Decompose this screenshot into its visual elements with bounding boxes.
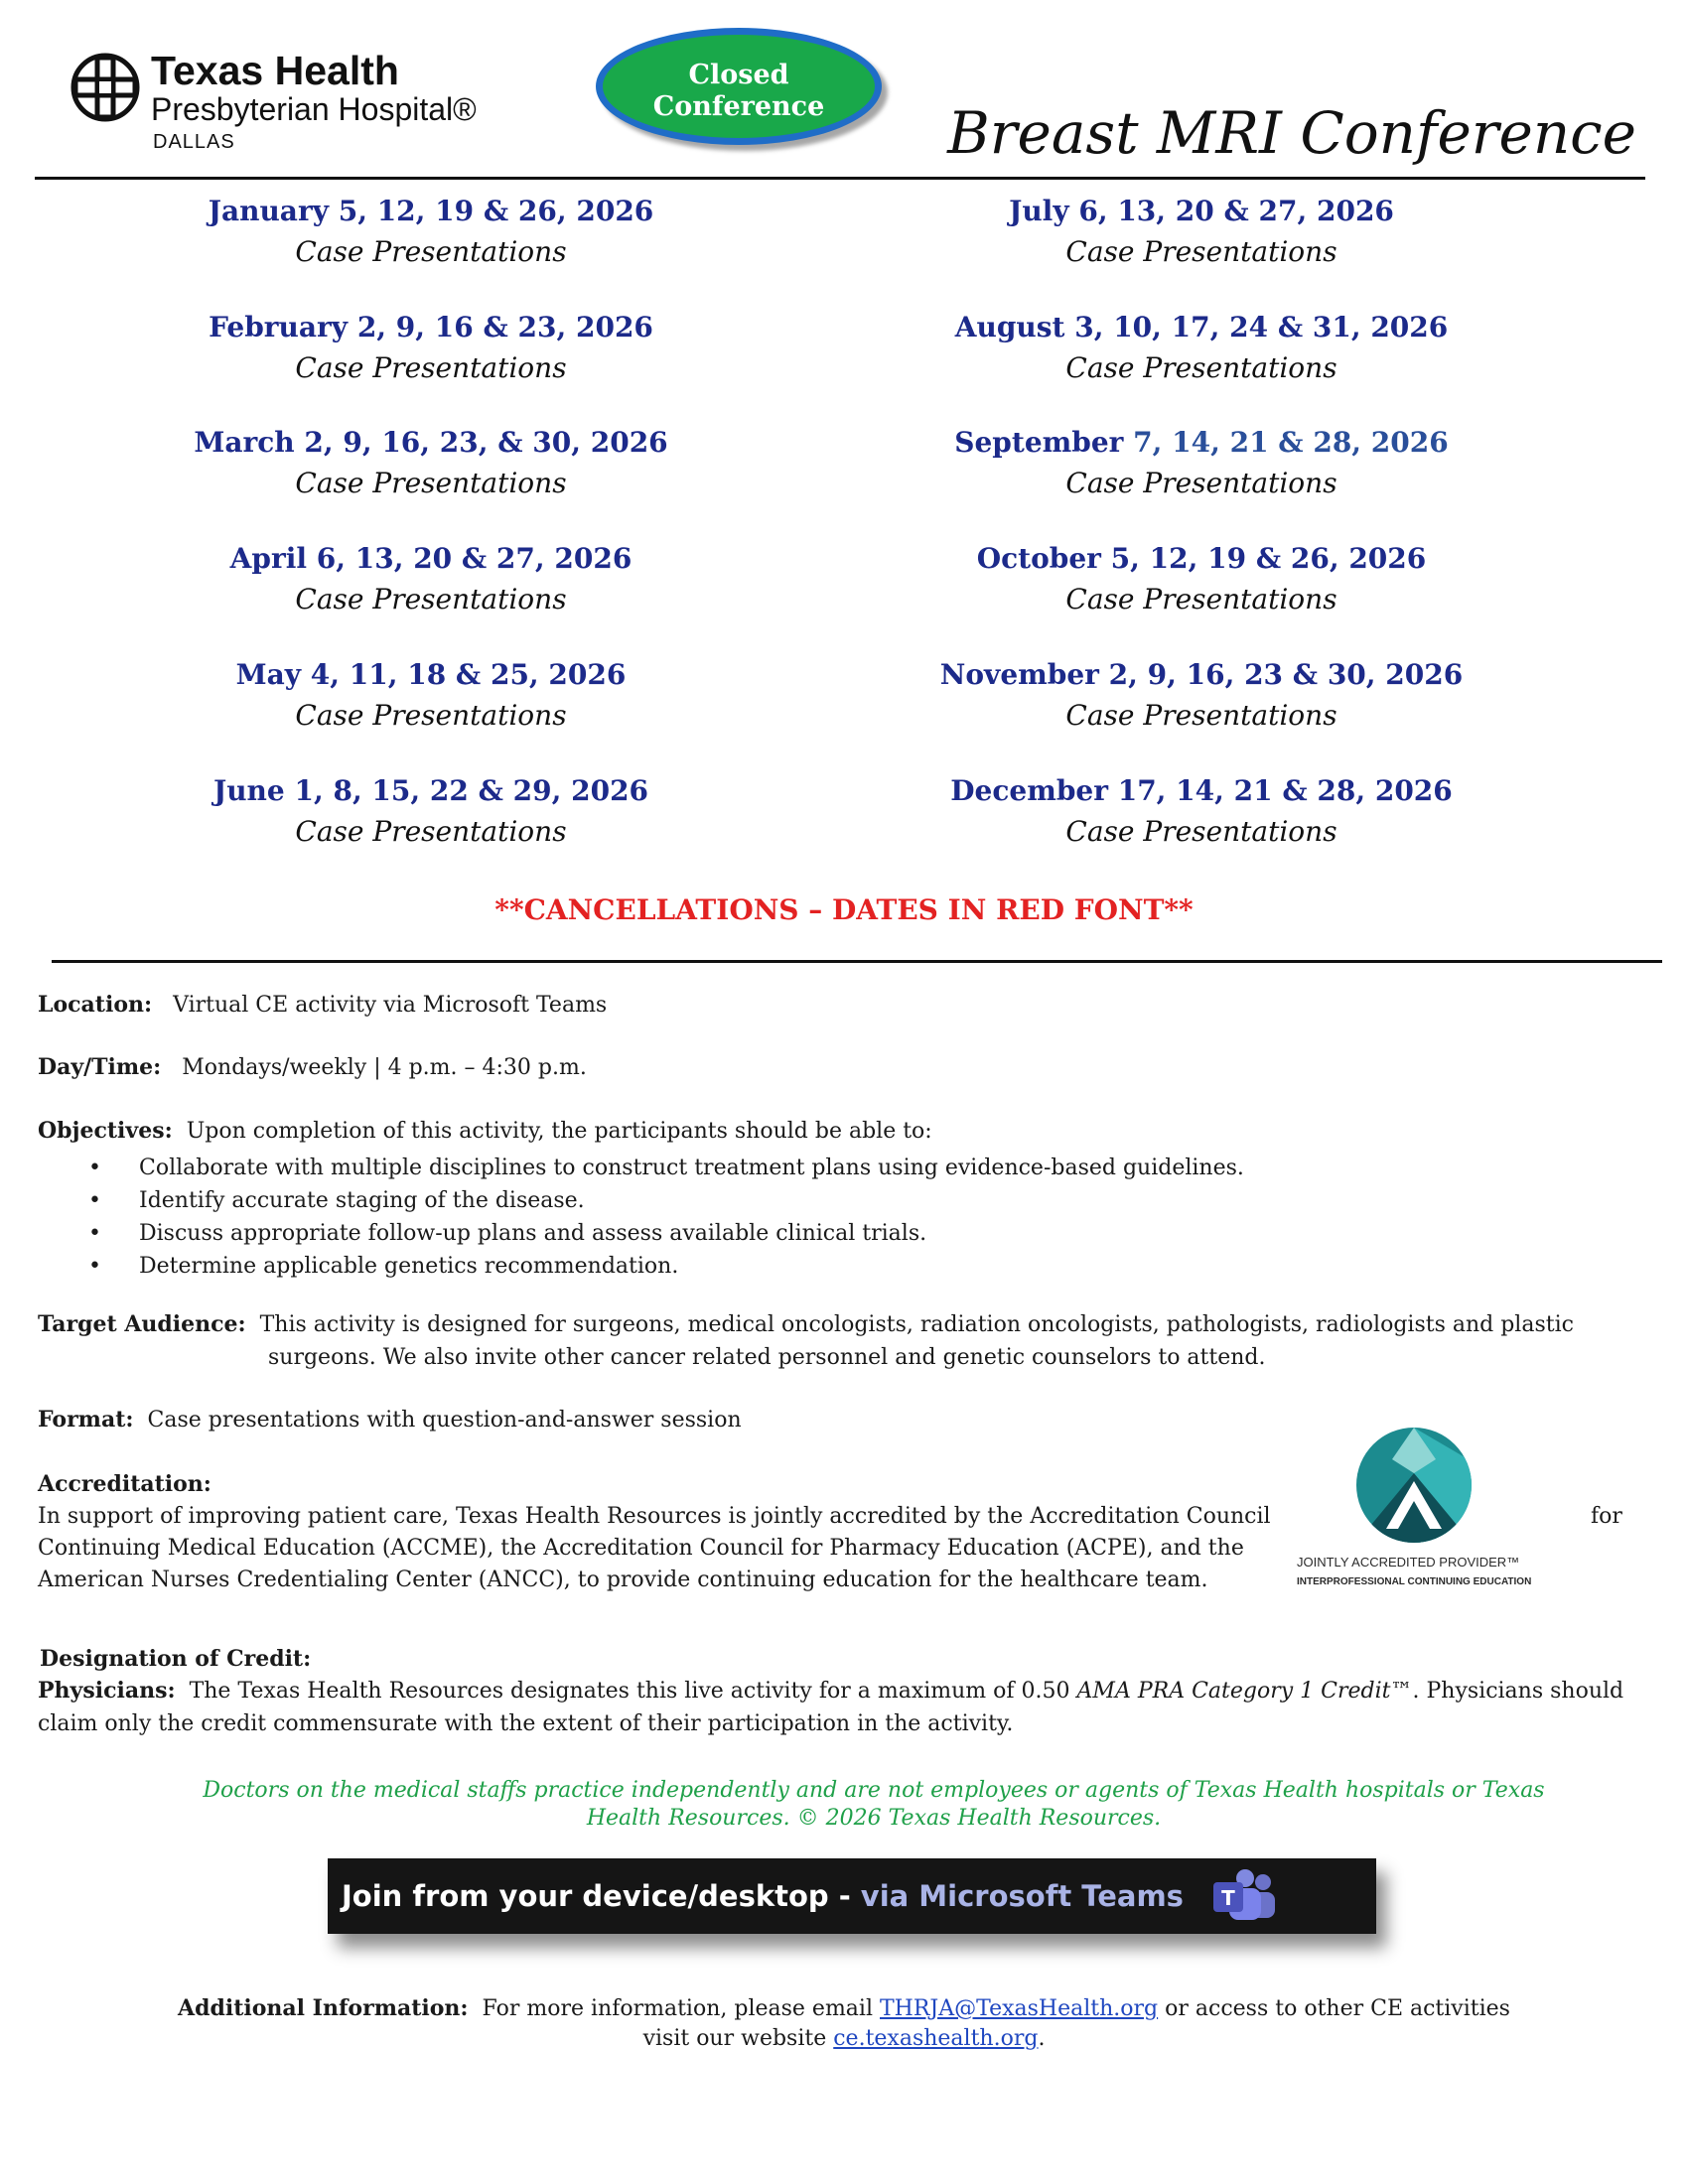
format-label: Format: xyxy=(38,1407,134,1433)
accreditation-for: for xyxy=(1591,1504,1622,1529)
list-item: • Identify accurate staging of the disease. xyxy=(38,1184,1244,1217)
objectives-row xyxy=(38,1115,932,1148)
schedule-topic: Case Presentations xyxy=(1065,235,1337,268)
badge-line2: Conference xyxy=(652,91,825,122)
schedule-topic: Case Presentations xyxy=(295,235,567,268)
additional-information: Additional Information: For more information, please email THRJA@TexasHealth.org or access to other CE activities visit our website ce.texashealth.org. xyxy=(178,1995,1510,2051)
schedule-dates: 7, 14, 21 & 28, 2026 xyxy=(1133,426,1449,459)
schedule-dates: July 6, 13, 20 & 27, 2026 xyxy=(1009,195,1394,227)
accreditation-line1: In support of improving patient care, Texas Health Resources is jointly accredited by the Accreditation Council xyxy=(38,1504,1271,1529)
physicians-text-tail: ™. Physicians should xyxy=(1390,1679,1624,1704)
schedule-topic: Case Presentations xyxy=(295,699,567,732)
schedule-topic: Case Presentations xyxy=(1065,583,1337,615)
jointly-accredited-provider-logo xyxy=(1287,1422,1567,1598)
schedule-entry-december xyxy=(854,774,1549,848)
schedule-entry-september xyxy=(854,426,1549,499)
location-row xyxy=(38,989,607,1022)
daytime-label: Day/Time: xyxy=(38,1054,162,1080)
email-link[interactable]: THRJA@TexasHealth.org xyxy=(880,1996,1159,2021)
section-divider xyxy=(52,960,1662,963)
header-divider xyxy=(35,177,1645,180)
schedule-entry-april xyxy=(83,542,778,615)
audience-label: Target Audience: xyxy=(38,1311,246,1337)
schedule-dates: October 5, 12, 19 & 26, 2026 xyxy=(976,542,1427,575)
closed-conference-badge xyxy=(596,28,890,153)
credit-name: AMA PRA Category 1 Credit xyxy=(1076,1679,1391,1704)
schedule-topic: Case Presentations xyxy=(295,815,567,848)
hospital-logo xyxy=(70,48,487,157)
objectives-label: Objectives: xyxy=(38,1118,173,1144)
audience-text: This activity is designed for surgeons, medical oncologists, radiation oncologists, pathologists, radiologists and plastic xyxy=(259,1312,1574,1337)
physicians-line2: claim only the credit commensurate with the extent of their participation in the activity. xyxy=(38,1711,1014,1736)
schedule-dates: August 3, 10, 17, 24 & 31, 2026 xyxy=(954,311,1449,343)
schedule-topic: Case Presentations xyxy=(1065,699,1337,732)
accred-logo-line1: JOINTLY ACCREDITED PROVIDER™ xyxy=(1297,1555,1520,1570)
accreditation-line3: American Nurses Credentialing Center (ANCC), to provide continuing education for the healthcare team. xyxy=(38,1568,1208,1592)
legal-disclaimer xyxy=(0,1777,1688,1833)
schedule-dates: December 17, 14, 21 & 28, 2026 xyxy=(950,774,1453,807)
format-row xyxy=(38,1404,742,1436)
disclaimer-line1: Doctors on the medical staffs practice independently and are not employees or agents of Texas Health hospitals or Texas xyxy=(203,1778,1545,1803)
schedule-entry-november xyxy=(854,658,1549,732)
svg-text:T: T xyxy=(1221,1886,1235,1910)
schedule-month: September xyxy=(954,426,1124,459)
list-item: • Collaborate with multiple disciplines to construct treatment plans using evidence-based guidelines. xyxy=(38,1152,1244,1184)
schedule-entry-august xyxy=(854,311,1549,384)
schedule-topic: Case Presentations xyxy=(1065,815,1337,848)
banner-text-teams: via Microsoft Teams xyxy=(860,1879,1184,1913)
microsoft-teams-icon xyxy=(1207,1868,1279,1924)
list-item: • Determine applicable genetics recommendation. xyxy=(38,1250,1244,1283)
schedule-topic: Case Presentations xyxy=(1065,351,1337,384)
schedule-entry-march xyxy=(83,426,778,499)
list-item: • Discuss appropriate follow-up plans and assess available clinical trials. xyxy=(38,1217,1244,1250)
badge-line1: Closed xyxy=(688,60,789,90)
daytime-row xyxy=(38,1051,587,1084)
schedule-entry-february xyxy=(83,311,778,384)
schedule-entry-july xyxy=(854,195,1549,268)
schedule-entry-may xyxy=(83,658,778,732)
texas-health-cross-icon xyxy=(70,52,141,123)
logo-name: Texas Health xyxy=(151,48,399,93)
schedule-topic: Case Presentations xyxy=(295,583,567,615)
physicians-row xyxy=(38,1675,1623,1707)
daytime-value: Mondays/weekly | 4 p.m. – 4:30 p.m. xyxy=(182,1055,587,1080)
physicians-label: Physicians: xyxy=(38,1678,176,1704)
physicians-text: The Texas Health Resources designates this live activity for a maximum of 0.50 xyxy=(189,1679,1070,1704)
accred-logo-line2: INTERPROFESSIONAL CONTINUING EDUCATION xyxy=(1297,1576,1532,1587)
disclaimer-line2: Health Resources. © 2026 Texas Health Resources. xyxy=(586,1806,1162,1831)
website-link[interactable]: ce.texashealth.org xyxy=(833,2026,1039,2051)
schedule-dates: February 2, 9, 16 & 23, 2026 xyxy=(209,311,653,343)
location-value: Virtual CE activity via Microsoft Teams xyxy=(173,993,608,1018)
schedule-dates: November 2, 9, 16, 23 & 30, 2026 xyxy=(939,658,1464,691)
schedule-entry-january xyxy=(83,195,778,268)
join-teams-banner[interactable] xyxy=(328,1858,1376,1934)
credit-heading: Designation of Credit: xyxy=(40,1646,312,1672)
page-title: Breast MRI Conference xyxy=(947,99,1636,167)
joint-accreditation-icon xyxy=(1287,1422,1567,1551)
additional-label: Additional Information: xyxy=(178,1995,469,2021)
schedule-topic: Case Presentations xyxy=(295,467,567,499)
accreditation-heading: Accreditation: xyxy=(38,1471,211,1497)
format-value: Case presentations with question-and-answer session xyxy=(147,1408,742,1433)
accreditation-line2: Continuing Medical Education (ACCME), the Accreditation Council for Pharmacy Education (ACPE), and the xyxy=(38,1536,1244,1561)
audience-row xyxy=(38,1308,1574,1341)
schedule-dates: May 4, 11, 18 & 25, 2026 xyxy=(235,658,627,691)
schedule-topic: Case Presentations xyxy=(295,351,567,384)
objectives-intro: Upon completion of this activity, the participants should be able to: xyxy=(186,1119,932,1144)
schedule-dates: April 6, 13, 20 & 27, 2026 xyxy=(229,542,633,575)
audience-text-line2: surgeons. We also invite other cancer related personnel and genetic counselors to attend. xyxy=(268,1345,1266,1370)
schedule-entry-october xyxy=(854,542,1549,615)
logo-city: DALLAS xyxy=(153,131,235,153)
banner-text: Join from your device/desktop - xyxy=(342,1879,851,1913)
schedule-dates: June 1, 8, 15, 22 & 29, 2026 xyxy=(212,774,649,807)
objectives-list xyxy=(38,1152,1244,1283)
schedule-dates: January 5, 12, 19 & 26, 2026 xyxy=(208,195,654,227)
schedule-dates: March 2, 9, 16, 23, & 30, 2026 xyxy=(194,426,668,459)
schedule-topic: Case Presentations xyxy=(1065,467,1337,499)
cancellation-note: **CANCELLATIONS – DATES IN RED FONT** xyxy=(494,893,1194,926)
schedule-entry-june xyxy=(83,774,778,848)
location-label: Location: xyxy=(38,992,153,1018)
logo-subname: Presbyterian Hospital® xyxy=(151,91,477,127)
